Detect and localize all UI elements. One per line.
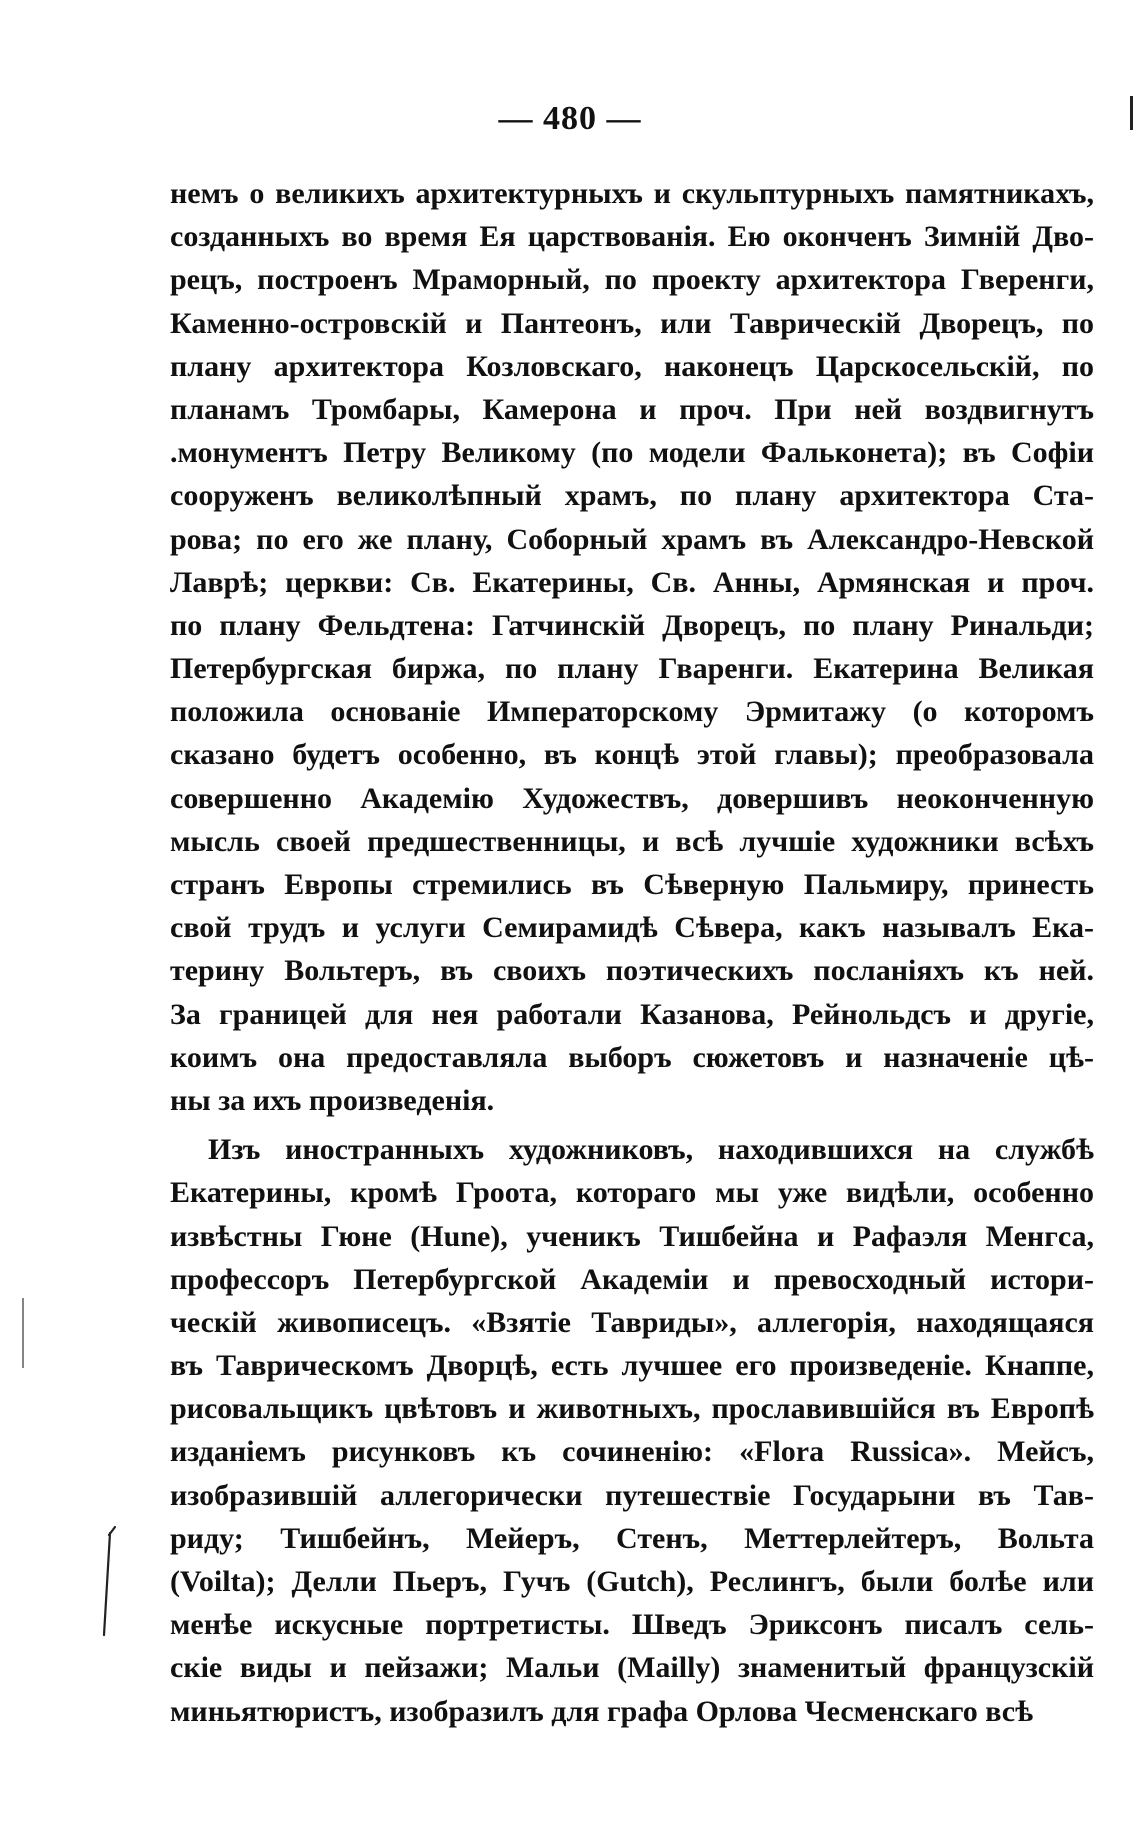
body-text <box>170 172 1094 1733</box>
text-line: въ Таврическомъ Дворцѣ, есть лучшее его произведеніе. Кнаппе, <box>170 1349 1094 1383</box>
text-line: по плану Фельдтена: Гатчинскій Дворецъ, по плану Ринальди; <box>170 608 1094 642</box>
text-line: Каменно-островскій и Пантеонъ, или Таврическій Дворецъ, по <box>170 306 1094 340</box>
text-line: сооруженъ великолѣпный храмъ, по плану архитектора Ста- <box>170 479 1094 513</box>
text-line: коимъ она предоставляла выборъ сюжетовъ и назначеніе цѣ- <box>170 1040 1094 1074</box>
text-line: Изъ иностранныхъ художниковъ, находившихся на службѣ <box>208 1133 1094 1167</box>
page-number: — 480 — <box>498 100 642 137</box>
text-line: ны за ихъ произведенія. <box>170 1083 495 1117</box>
text-line: положила основаніе Императорскому Эрмитажу (о которомъ <box>170 695 1094 729</box>
text-line: риду; Тишбейнъ, Мейеръ, Стенъ, Меттерлейтеръ, Вольта <box>170 1521 1094 1555</box>
text-line: рова; по его же плану, Соборный храмъ въ Александро-Невской <box>170 522 1094 556</box>
text-line: изданіемъ рисунковъ къ сочиненію: «Flora Russica». Мейсъ, <box>170 1435 1094 1469</box>
text-line: планамъ Тромбары, Камерона и проч. При ней воздвигнутъ <box>170 392 1094 426</box>
text-line: странъ Европы стремились въ Сѣверную Пальмиру, принесть <box>170 868 1094 901</box>
text-line: миньятюристъ, изобразилъ для графа Орлова Чесменскаго всѣ <box>170 1694 1034 1728</box>
text-line: совершенно Академію Художествъ, довершивъ неоконченную <box>170 781 1094 815</box>
scan-margin-bar <box>22 1298 24 1368</box>
paragraph-2 <box>170 1128 1094 1733</box>
text-line: немъ о великихъ архитектурныхъ и скульптурныхъ памятникахъ, <box>170 177 1094 210</box>
text-line: изобразившій аллегорически путешествіе Государыни въ Тав- <box>170 1478 1094 1512</box>
text-line: За границей для нея работали Казанова, Рейнольдсъ и другіе, <box>170 997 1094 1031</box>
text-line: профессоръ Петербургской Академіи и превосходный истори- <box>170 1262 1094 1296</box>
text-line: плану архитектора Козловскаго, наконецъ Царскосельскій, по <box>170 349 1094 383</box>
text-line: мысль своей предшественницы, и всѣ лучшіе художники всѣхъ <box>170 824 1094 858</box>
text-line: ческій живописецъ. «Взятіе Тавриды», аллегорія, находящаяся <box>170 1305 1094 1339</box>
text-line: созданныхъ во время Ея царствованія. Ею оконченъ Зимній Дво- <box>170 220 1094 254</box>
handwritten-margin-mark <box>100 1525 118 1637</box>
text-line: (Voilta); Делли Пьеръ, Гучъ (Gutch), Реслингъ, были болѣе или <box>170 1565 1094 1598</box>
text-line: свой трудъ и услуги Семирамидѣ Сѣвера, какъ называлъ Ека- <box>170 911 1094 945</box>
text-line: Петербургская биржа, по плану Гваренги. Екатерина Великая <box>170 652 1094 686</box>
text-line: .монументъ Петру Великому (по модели Фальконета); въ Софіи <box>170 436 1094 470</box>
text-line: извѣстны Гюне (Hune), ученикъ Тишбейна и Рафаэля Менгса, <box>170 1219 1094 1253</box>
text-line: Екатерины, кромѣ Гроота, котораго мы уже видѣли, особенно <box>170 1176 1094 1210</box>
text-line: сказано будетъ особенно, въ концѣ этой главы); преобразовала <box>170 738 1094 772</box>
text-line: терину Вольтеръ, въ своихъ поэтическихъ посланіяхъ къ ней. <box>170 954 1094 988</box>
text-line: Лаврѣ; церкви: Св. Екатерины, Св. Анны, Армянская и проч. <box>170 565 1094 599</box>
text-line: рисовальщикъ цвѣтовъ и животныхъ, прославившійся въ Европѣ <box>170 1392 1094 1426</box>
text-line: рецъ, построенъ Мраморный, по проекту архитектора Гверенги, <box>170 263 1094 297</box>
paragraph-1 <box>170 172 1094 1122</box>
text-line: скіе виды и пейзажи; Мальи (Mailly) знаменитый французскій <box>170 1651 1094 1685</box>
text-line: менѣе искусные портретисты. Шведъ Эриксонъ писалъ сель- <box>170 1608 1094 1642</box>
